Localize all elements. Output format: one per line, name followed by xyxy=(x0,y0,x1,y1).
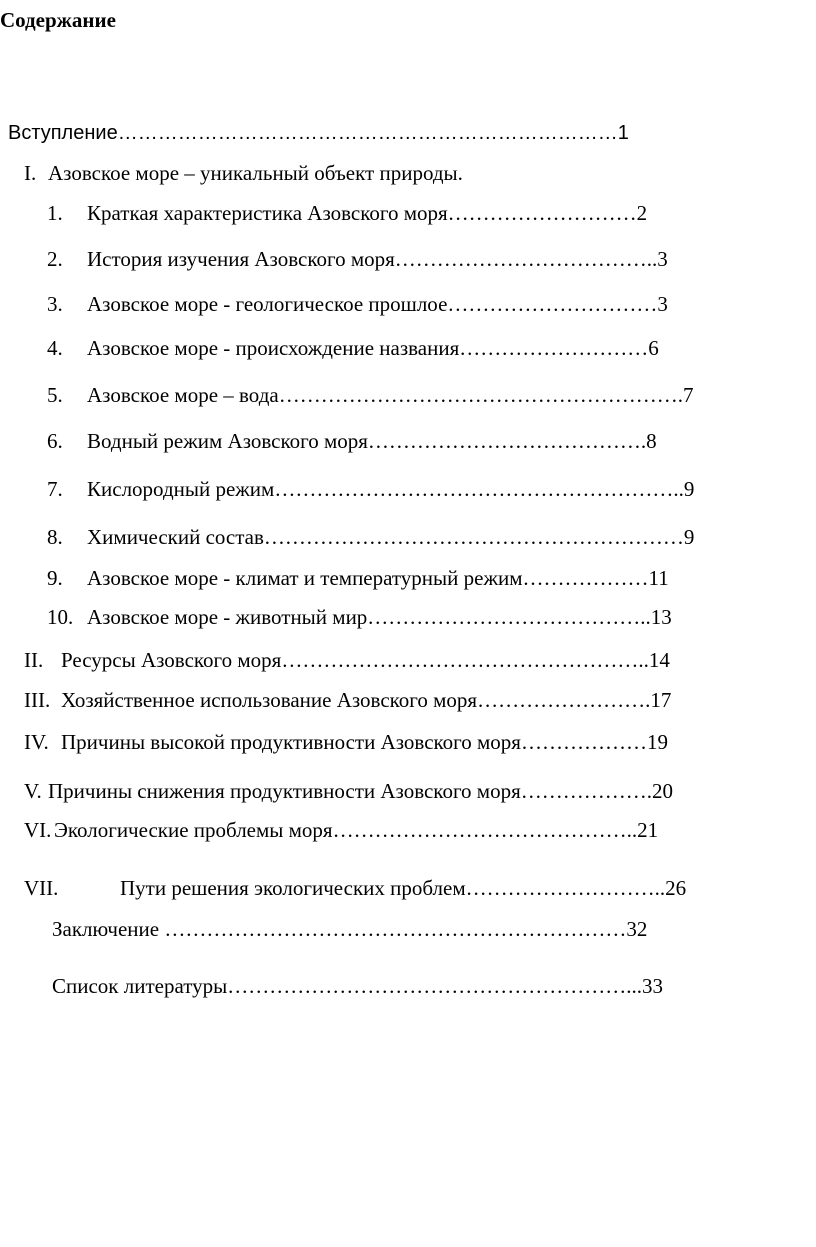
toc-subsection-number: 7. xyxy=(47,477,63,501)
toc-subsection-text: Азовское море - геологическое прошлое…………………………3 xyxy=(87,292,668,316)
toc-subsection-3 xyxy=(47,292,668,316)
toc-section-title: Экологические проблемы моря……………………………………..21 xyxy=(54,818,659,842)
toc-section-4 xyxy=(24,730,668,754)
toc-subsection-8 xyxy=(47,525,694,549)
toc-entry-references xyxy=(52,974,663,998)
toc-subsection-number: 5. xyxy=(47,383,63,407)
toc-section-number: VII. xyxy=(24,876,59,900)
toc-section-number: I. xyxy=(24,161,37,185)
toc-subsection-text: Азовское море - животный мир…………………………………..13 xyxy=(87,605,672,629)
toc-section-title: Причины снижения продуктивности Азовского моря……………….20 xyxy=(48,779,673,803)
toc-subsection-4 xyxy=(47,336,659,360)
toc-subsection-number: 6. xyxy=(47,429,63,453)
toc-section-title: Пути решения экологических проблем………………………..26 xyxy=(120,876,687,900)
toc-entry-intro xyxy=(8,120,629,145)
toc-section-1 xyxy=(24,161,463,185)
toc-subsection-number: 4. xyxy=(47,336,63,360)
toc-section-2 xyxy=(24,648,670,672)
toc-subsection-1 xyxy=(47,201,647,225)
toc-section-number: VI. xyxy=(24,818,52,842)
toc-subsection-text: Азовское море – вода………………………………………………….7 xyxy=(87,383,694,407)
toc-subsection-text: Краткая характеристика Азовского моря………………………2 xyxy=(87,201,648,225)
toc-subsection-number: 10. xyxy=(47,605,74,629)
toc-section-3 xyxy=(24,688,671,712)
toc-subsection-number: 1. xyxy=(47,201,63,225)
toc-subsection-2 xyxy=(47,247,668,271)
toc-section-5 xyxy=(24,779,673,803)
toc-subsection-text: Азовское море - происхождение названия………………………6 xyxy=(87,336,659,360)
toc-section-6 xyxy=(24,818,658,842)
toc-subsection-10 xyxy=(47,605,672,629)
toc-entry-conclusion xyxy=(52,917,647,941)
toc-section-title: Хозяйственное использование Азовского моря…………………….17 xyxy=(61,688,672,712)
toc-subsection-6 xyxy=(47,429,657,453)
page-title: Содержание xyxy=(0,8,116,32)
toc-subsection-number: 2. xyxy=(47,247,63,271)
toc-section-title: Ресурсы Азовского моря……………………………………………..14 xyxy=(61,648,670,672)
toc-entry-text: Список литературы…………………………………………………...33 xyxy=(52,974,664,998)
toc-entry-text: Вступление…………………………………………………………………1 xyxy=(8,122,629,144)
toc-section-title: Азовское море – уникальный объект природы. xyxy=(48,161,463,185)
toc-subsection-text: Кислородный режим…………………………………………………..9 xyxy=(87,477,695,501)
toc-section-number: V. xyxy=(24,779,42,803)
toc-section-7 xyxy=(24,876,686,900)
toc-entry-text: Заключение …………………………………………………………32 xyxy=(52,917,648,941)
toc-subsection-number: 8. xyxy=(47,525,63,549)
toc-subsection-number: 9. xyxy=(47,566,63,590)
toc-subsection-5 xyxy=(47,383,693,407)
toc-subsection-9 xyxy=(47,566,669,590)
toc-subsection-text: Азовское море - климат и температурный режим………………11 xyxy=(87,566,669,590)
toc-section-title: Причины высокой продуктивности Азовского моря………………19 xyxy=(61,730,668,754)
toc-subsection-text: Водный режим Азовского моря………………………………….8 xyxy=(87,429,657,453)
toc-section-number: III. xyxy=(24,688,51,712)
toc-subsection-number: 3. xyxy=(47,292,63,316)
toc-section-number: II. xyxy=(24,648,44,672)
toc-subsection-7 xyxy=(47,477,694,501)
toc-subsection-text: История изучения Азовского моря………………………………..3 xyxy=(87,247,668,271)
toc-subsection-text: Химический состав……………………………………………………9 xyxy=(87,525,695,549)
toc-section-number: IV. xyxy=(24,730,49,754)
